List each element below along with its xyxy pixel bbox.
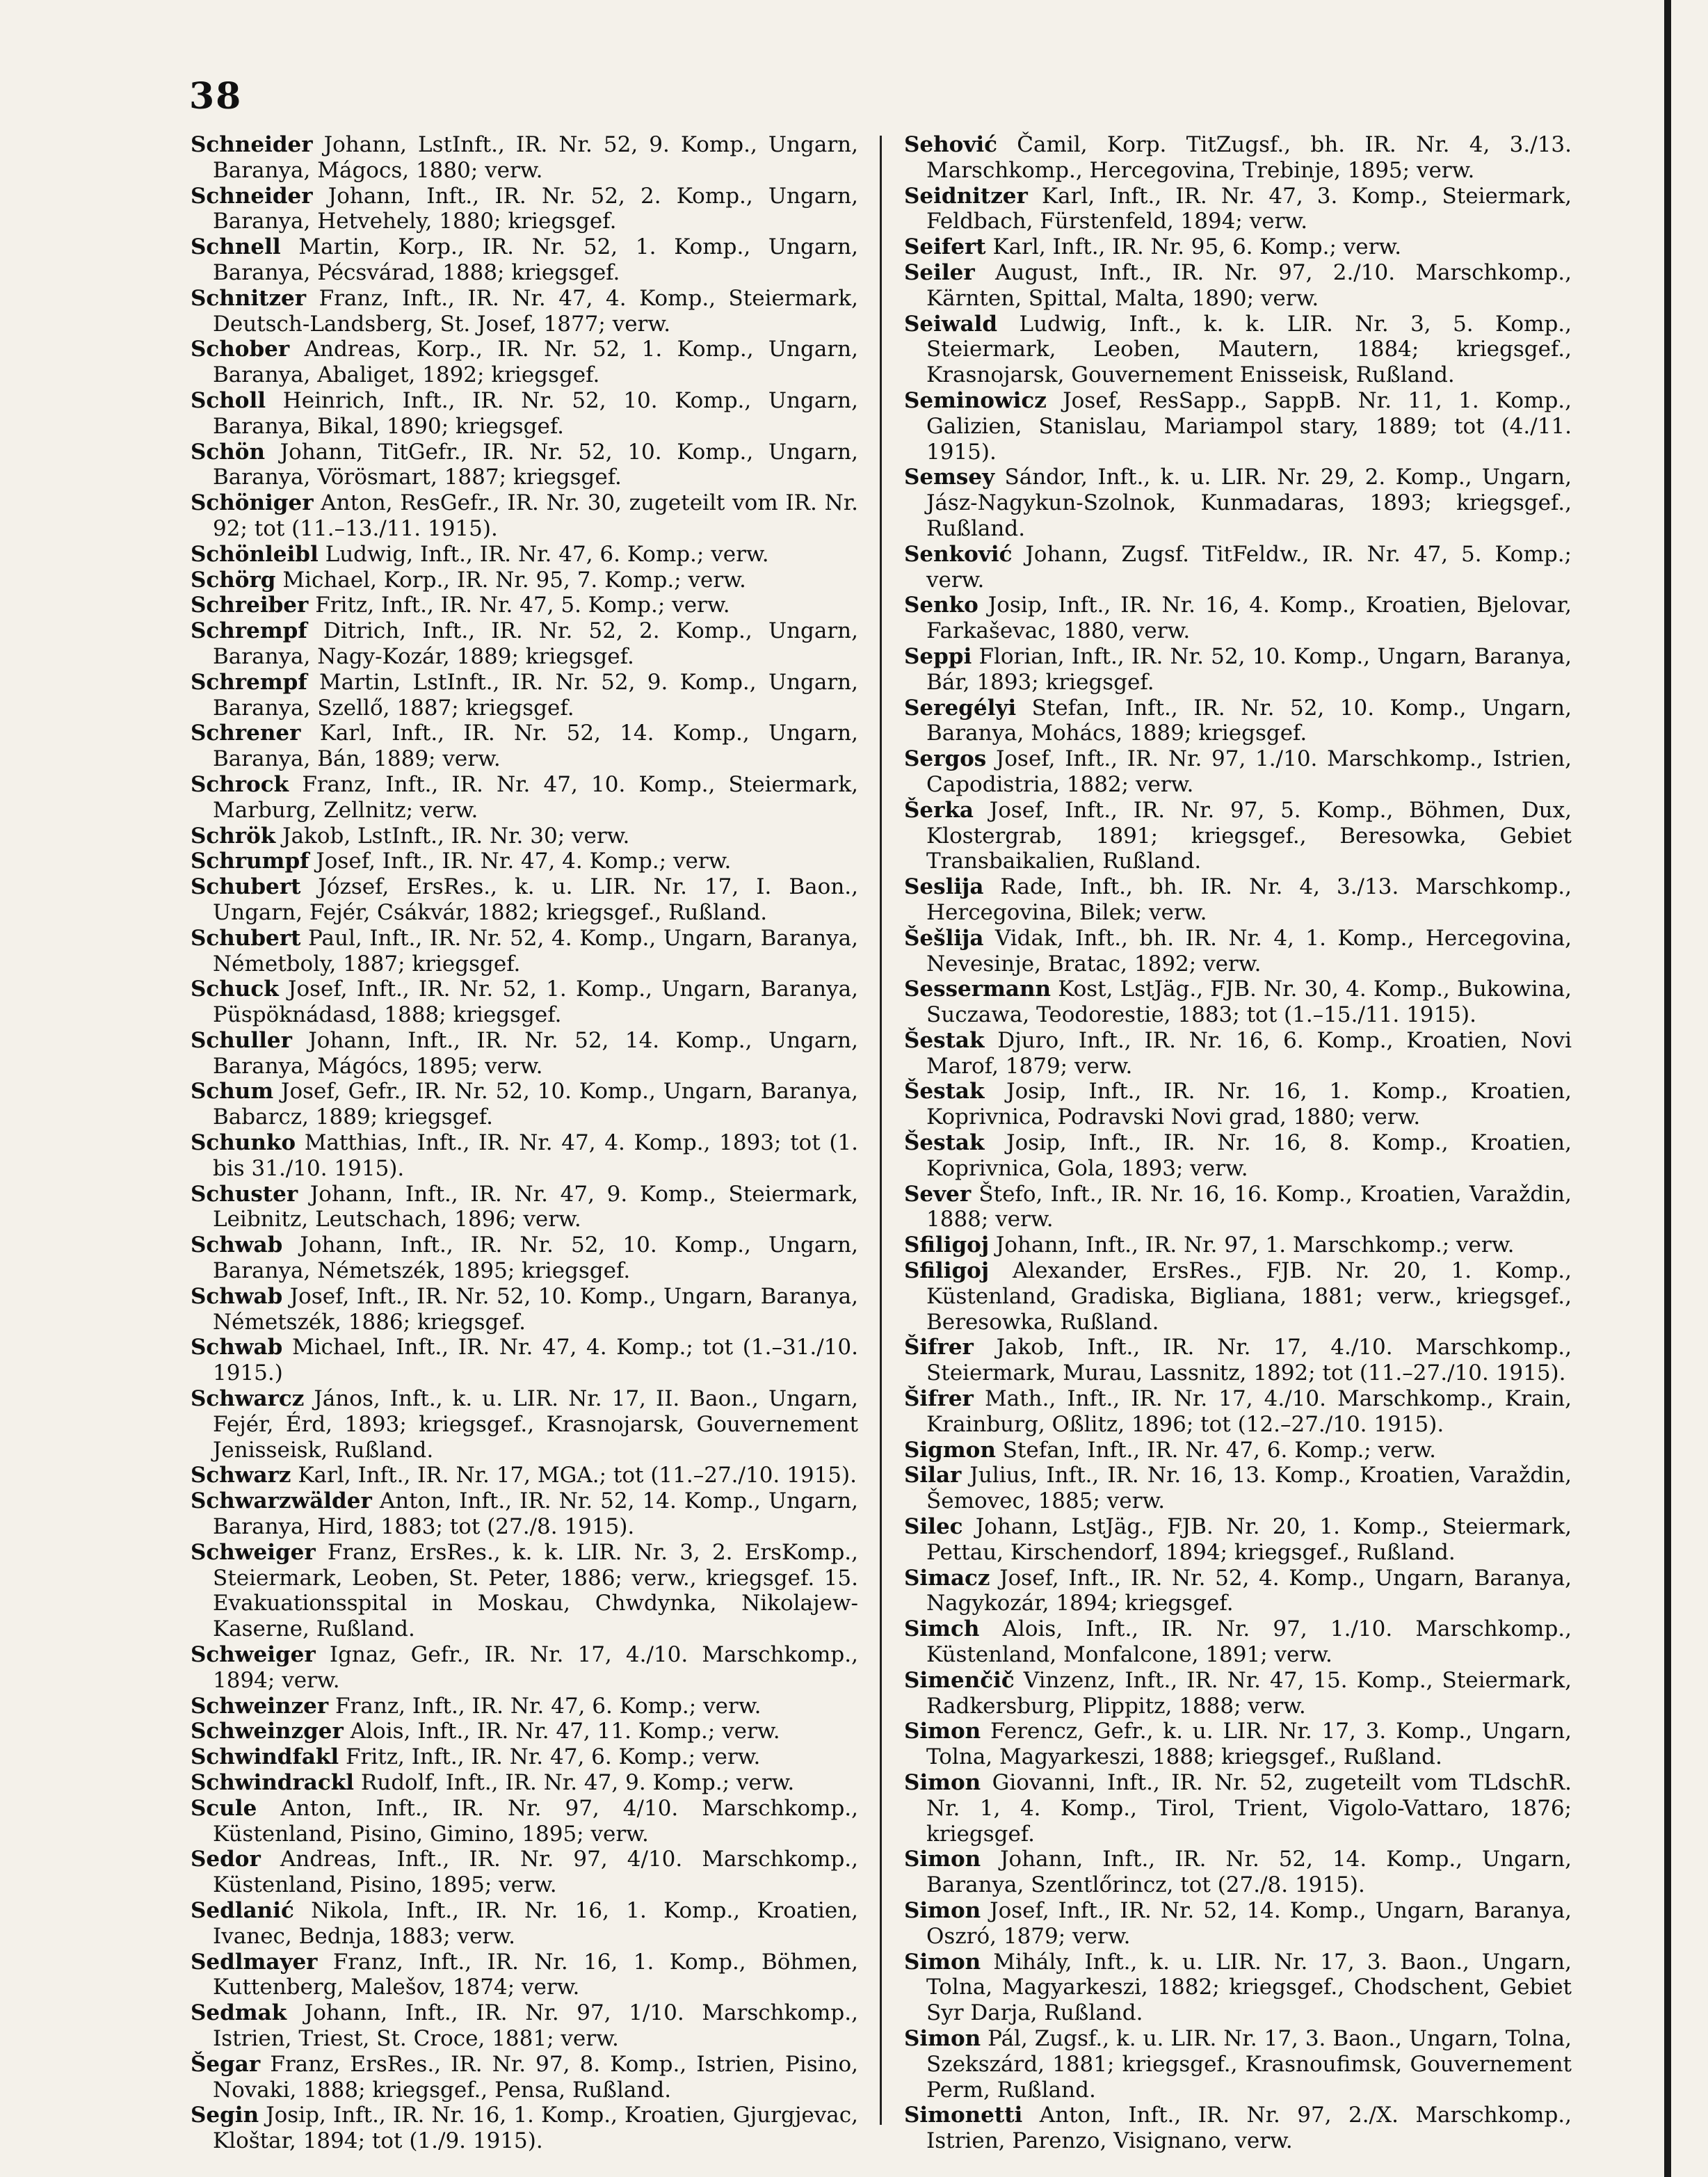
entry-surname: Schrempf bbox=[191, 618, 307, 644]
entry-surname: Schunko bbox=[191, 1130, 296, 1156]
entry-surname: Schrener bbox=[191, 721, 301, 746]
entry-surname: Schrök bbox=[191, 823, 276, 849]
register-entry bbox=[904, 696, 1572, 747]
entry-surname: Schwindfakl bbox=[191, 1744, 339, 1770]
register-entry bbox=[191, 1796, 858, 1847]
register-entry bbox=[904, 1258, 1572, 1335]
entry-surname: Schwindrackl bbox=[191, 1770, 355, 1795]
entry-surname: Schnell bbox=[191, 234, 281, 260]
entry-details: Vidak, Inft., bh. IR. Nr. 4, 1. Komp., Hercegovina, Nevesinje, Bratac, 1892; verw. bbox=[926, 925, 1572, 977]
entry-surname: Seslija bbox=[904, 874, 984, 900]
entry-details: Fritz, Inft., IR. Nr. 47, 6. Komp.; verw. bbox=[339, 1744, 761, 1770]
entry-details: Pál, Zugsf., k. u. LIR. Nr. 17, 3. Baon., Ungarn, Tolna, Szekszárd, 1881; kriegsgef., Krasnoufimsk, Gouvernement Perm, Rußland. bbox=[926, 2025, 1572, 2103]
entry-details: Mihály, Inft., k. u. LIR. Nr. 17, 3. Baon., Ungarn, Tolna, Magyarkeszi, 1882; kriegsgef., Chodschent, Gebiet Syr Darja, Rußland. bbox=[926, 1949, 1572, 2026]
register-entry bbox=[904, 1616, 1572, 1668]
register-entry bbox=[191, 132, 858, 184]
entry-details: Michael, Inft., IR. Nr. 47, 4. Komp.; tot (1.–31./10. 1915.) bbox=[213, 1335, 858, 1386]
register-entry bbox=[191, 874, 858, 926]
entry-details: Karl, Inft., IR. Nr. 95, 6. Komp.; verw. bbox=[985, 234, 1402, 260]
entry-details: Anton, ResGefr., IR. Nr. 30, zugeteilt vom IR. Nr. 92; tot (11.–13./11. 1915). bbox=[213, 490, 858, 541]
register-entry bbox=[191, 1898, 858, 1950]
register-entry bbox=[904, 1770, 1572, 1847]
register-entry bbox=[191, 772, 858, 824]
register-entry bbox=[904, 874, 1572, 926]
register-entry bbox=[191, 286, 858, 337]
entry-details: Johann, Inft., IR. Nr. 52, 14. Komp., Ungarn, Baranya, Mágócs, 1895; verw. bbox=[213, 1027, 858, 1079]
register-entry bbox=[191, 1847, 858, 1898]
register-entry bbox=[191, 670, 858, 721]
entry-surname: Sfiligoj bbox=[904, 1258, 990, 1284]
register-entry bbox=[191, 1744, 858, 1770]
entry-details: Josef, Inft., IR. Nr. 97, 1./10. Marschkomp., Istrien, Capodistria, 1882; verw. bbox=[926, 746, 1572, 797]
register-entry bbox=[904, 388, 1572, 465]
register-entry bbox=[191, 1540, 858, 1642]
entry-surname: Simon bbox=[904, 2025, 981, 2051]
entry-details: Jakob, Inft., IR. Nr. 17, 4./10. Marschkomp., Steiermark, Murau, Lassnitz, 1892; tot (11.–27./10. 1915). bbox=[926, 1335, 1572, 1386]
right-column bbox=[904, 132, 1572, 2154]
entry-details: Anton, Inft., IR. Nr. 52, 14. Komp., Ungarn, Baranya, Hird, 1883; tot (27./8. 1915). bbox=[213, 1488, 858, 1540]
entry-details: János, Inft., k. u. LIR. Nr. 17, II. Baon., Ungarn, Fejér, Érd, 1893; kriegsgef., Krasnojarsk, Gouvernement Jenisseisk, Rußland. bbox=[213, 1386, 858, 1463]
entry-surname: Schweinzer bbox=[191, 1693, 329, 1719]
register-entry bbox=[904, 1950, 1572, 2026]
entry-details: Djuro, Inft., IR. Nr. 16, 6. Komp., Kroatien, Novi Marof, 1879; verw. bbox=[926, 1027, 1572, 1079]
entry-details: Ludwig, Inft., k. k. LIR. Nr. 3, 5. Komp., Steiermark, Leoben, Mautern, 1884; kriegsgef., Krasnojarsk, Gouvernement Enisseisk, Rußland. bbox=[926, 311, 1572, 388]
entry-details: Čamil, Korp. TitZugsf., bh. IR. Nr. 4, 3./13. Marschkomp., Hercegovina, Trebinje, 1895; verw. bbox=[926, 132, 1572, 183]
register-entry bbox=[904, 260, 1572, 312]
entry-details: Anton, Inft., IR. Nr. 97, 2./X. Marschkomp., Istrien, Parenzo, Visignano, verw. bbox=[926, 2103, 1572, 2154]
entry-surname: Šifrer bbox=[904, 1335, 974, 1360]
register-entry bbox=[191, 1335, 858, 1386]
entry-surname: Sigmon bbox=[904, 1437, 996, 1463]
entry-details: Ludwig, Inft., IR. Nr. 47, 6. Komp.; verw. bbox=[318, 541, 769, 567]
register-entry bbox=[191, 977, 858, 1028]
entry-surname: Silar bbox=[904, 1463, 962, 1488]
entry-surname: Schuster bbox=[191, 1181, 298, 1207]
register-entry bbox=[904, 1232, 1572, 1258]
entry-surname: Sedlanić bbox=[191, 1897, 294, 1923]
entry-surname: Simon bbox=[904, 1847, 981, 1872]
register-entry bbox=[191, 593, 858, 618]
entry-details: Giovanni, Inft., IR. Nr. 52, zugeteilt vom TLdschR. Nr. 1, 4. Komp., Tirol, Trient, Vigolo-Vattaro, 1876; kriegsgef. bbox=[926, 1770, 1572, 1847]
entry-surname: Schubert bbox=[191, 925, 301, 951]
register-entry bbox=[904, 1898, 1572, 1950]
register-entry bbox=[904, 184, 1572, 235]
entry-surname: Schubert bbox=[191, 874, 301, 900]
register-entry bbox=[191, 1770, 858, 1796]
entry-surname: Schrock bbox=[191, 771, 289, 797]
entry-surname: Sergos bbox=[904, 746, 987, 772]
entry-details: Franz, Inft., IR. Nr. 47, 4. Komp., Steiermark, Deutsch-Landsberg, St. Josef, 1877; verw. bbox=[213, 285, 858, 337]
register-entry bbox=[191, 440, 858, 491]
entry-details: Franz, ErsRes., IR. Nr. 97, 8. Komp., Istrien, Pisino, Novaki, 1888; kriegsgef., Pensa, Rußland. bbox=[213, 2051, 858, 2103]
entry-surname: Semsey bbox=[904, 465, 995, 490]
entry-surname: Sedmak bbox=[191, 2000, 287, 2026]
register-entry bbox=[904, 465, 1572, 541]
entry-details: Martin, LstInft., IR. Nr. 52, 9. Komp., Ungarn, Baranya, Szellő, 1887; kriegsgef. bbox=[213, 669, 858, 721]
entry-details: Josef, Inft., IR. Nr. 97, 5. Komp., Böhmen, Dux, Klostergrab, 1891; kriegsgef., Beresowka, Gebiet Transbaikalien, Rußland. bbox=[926, 797, 1572, 874]
register-entry bbox=[904, 312, 1572, 388]
entry-details: Josef, Gefr., IR. Nr. 52, 10. Komp., Ungarn, Baranya, Babarcz, 1889; kriegsgef. bbox=[213, 1079, 858, 1130]
register-entry bbox=[904, 1079, 1572, 1130]
entry-surname: Simenčič bbox=[904, 1667, 1015, 1693]
entry-details: Kost, LstJäg., FJB. Nr. 30, 4. Komp., Bukowina, Suczawa, Teodorestie, 1883; tot (1.–15./11. 1915). bbox=[926, 977, 1572, 1028]
entry-details: Julius, Inft., IR. Nr. 16, 13. Komp., Kroatien, Varaždin, Šemovec, 1885; verw. bbox=[926, 1463, 1572, 1514]
entry-surname: Seppi bbox=[904, 643, 972, 669]
register-entry bbox=[904, 1386, 1572, 1438]
register-entry bbox=[904, 542, 1572, 593]
entry-details: Ignaz, Gefr., IR. Nr. 17, 4./10. Marschkomp., 1894; verw. bbox=[213, 1642, 858, 1693]
entry-surname: Simon bbox=[904, 1897, 981, 1923]
entry-surname: Seregélyi bbox=[904, 695, 1017, 721]
entry-surname: Schuck bbox=[191, 977, 279, 1002]
register-entry bbox=[191, 337, 858, 388]
entry-details: Štefo, Inft., IR. Nr. 16, 16. Komp., Kroatien, Varaždin, 1888; verw. bbox=[926, 1181, 1572, 1232]
entry-surname: Scule bbox=[191, 1795, 257, 1821]
register-entry bbox=[904, 2026, 1572, 2103]
entry-details: Andreas, Inft., IR. Nr. 97, 4/10. Marschkomp., Küstenland, Pisino, 1895; verw. bbox=[213, 1847, 858, 1898]
entry-surname: Schwarcz bbox=[191, 1386, 305, 1412]
entry-details: Ditrich, Inft., IR. Nr. 52, 2. Komp., Ungarn, Baranya, Nagy-Kozár, 1889; kriegsgef. bbox=[213, 618, 858, 669]
register-entry bbox=[904, 1182, 1572, 1233]
entry-details: Karl, Inft., IR. Nr. 52, 14. Komp., Ungarn, Baranya, Bán, 1889; verw. bbox=[213, 721, 858, 772]
entry-details: Josef, Inft., IR. Nr. 52, 14. Komp., Ungarn, Baranya, Oszró, 1879; verw. bbox=[926, 1897, 1572, 1949]
entry-details: Johann, LstInft., IR. Nr. 52, 9. Komp., Ungarn, Baranya, Mágocs, 1880; verw. bbox=[213, 132, 858, 183]
entry-details: Heinrich, Inft., IR. Nr. 52, 10. Komp., Ungarn, Baranya, Bikal, 1890; kriegsgef. bbox=[213, 387, 858, 439]
entry-surname: Seiwald bbox=[904, 311, 998, 337]
entry-surname: Seiler bbox=[904, 259, 975, 285]
register-entry bbox=[904, 1335, 1572, 1386]
register-entry bbox=[904, 1514, 1572, 1566]
entry-surname: Šešlija bbox=[904, 925, 984, 951]
entry-surname: Simon bbox=[904, 1770, 981, 1795]
register-entry bbox=[904, 1847, 1572, 1898]
entry-surname: Schum bbox=[191, 1079, 274, 1104]
register-entry bbox=[191, 184, 858, 235]
column-divider bbox=[880, 136, 882, 2125]
entry-details: Franz, Inft., IR. Nr. 47, 10. Komp., Steiermark, Marburg, Zellnitz; verw. bbox=[213, 771, 858, 823]
entry-details: Johann, Inft., IR. Nr. 52, 14. Komp., Ungarn, Baranya, Szentlőrincz, tot (27./8. 1915). bbox=[926, 1847, 1572, 1898]
entry-details: Rade, Inft., bh. IR. Nr. 4, 3./13. Marschkomp., Hercegovina, Bilek; verw. bbox=[926, 874, 1572, 925]
register-entry bbox=[904, 234, 1572, 260]
entry-surname: Schwab bbox=[191, 1335, 283, 1360]
entry-surname: Šifrer bbox=[904, 1386, 974, 1412]
entry-details: Johann, LstJäg., FJB. Nr. 20, 1. Komp., Steiermark, Pettau, Kirschendorf, 1894; kriegsgef., Rußland. bbox=[926, 1514, 1572, 1565]
entry-surname: Schöniger bbox=[191, 490, 314, 516]
entry-surname: Šestak bbox=[904, 1130, 985, 1156]
entry-details: August, Inft., IR. Nr. 97, 2./10. Marschkomp., Kärnten, Spittal, Malta, 1890; verw. bbox=[926, 259, 1572, 311]
entry-surname: Schörg bbox=[191, 567, 276, 593]
entry-surname: Scholl bbox=[191, 387, 266, 413]
entry-details: Johann, Inft., IR. Nr. 97, 1. Marschkomp.; verw. bbox=[989, 1232, 1515, 1258]
entry-details: Franz, Inft., IR. Nr. 16, 1. Komp., Böhmen, Kuttenberg, Malešov, 1874; verw. bbox=[213, 1949, 858, 2000]
register-entry bbox=[191, 1950, 858, 2001]
register-entry bbox=[191, 1284, 858, 1335]
entry-surname: Schweiger bbox=[191, 1539, 316, 1565]
entry-details: Matthias, Inft., IR. Nr. 47, 4. Komp., 1893; tot (1. bis 31./10. 1915). bbox=[213, 1130, 858, 1181]
entry-surname: Seminowicz bbox=[904, 387, 1047, 413]
register-entry bbox=[191, 926, 858, 977]
entry-surname: Schwab bbox=[191, 1232, 283, 1258]
register-entry bbox=[191, 618, 858, 670]
register-entry bbox=[904, 644, 1572, 696]
entry-details: Alois, Inft., IR. Nr. 47, 11. Komp.; verw. bbox=[343, 1719, 780, 1744]
page-edge bbox=[1664, 0, 1671, 2177]
entry-surname: Šegar bbox=[191, 2051, 261, 2077]
register-entry bbox=[191, 1488, 858, 1540]
register-entry bbox=[191, 1642, 858, 1694]
entry-details: Franz, Inft., IR. Nr. 47, 6. Komp.; verw. bbox=[328, 1693, 762, 1719]
entry-details: Michael, Korp., IR. Nr. 95, 7. Komp.; verw. bbox=[275, 567, 746, 593]
entry-surname: Simon bbox=[904, 1719, 981, 1744]
entry-surname: Simon bbox=[904, 1949, 981, 1975]
entry-details: Johann, Inft., IR. Nr. 52, 2. Komp., Ungarn, Baranya, Hetvehely, 1880; kriegsgef. bbox=[213, 183, 858, 234]
entry-surname: Schweinzger bbox=[191, 1719, 344, 1744]
register-entry bbox=[191, 1028, 858, 1079]
entry-details: Stefan, Inft., IR. Nr. 52, 10. Komp., Ungarn, Baranya, Mohács, 1889; kriegsgef. bbox=[926, 695, 1572, 746]
register-entry bbox=[191, 2052, 858, 2103]
entry-details: Josef, Inft., IR. Nr. 52, 1. Komp., Ungarn, Baranya, Püspöknádasd, 1888; kriegsgef. bbox=[213, 977, 858, 1028]
entry-details: Math., Inft., IR. Nr. 17, 4./10. Marschkomp., Krain, Krainburg, Oßlitz, 1896; tot (12.–27./10. 1915). bbox=[926, 1386, 1572, 1437]
entry-details: Vinzenz, Inft., IR. Nr. 47, 15. Komp., Steiermark, Radkersburg, Plippitz, 1888; verw. bbox=[926, 1667, 1572, 1719]
entry-surname: Sehović bbox=[904, 132, 997, 157]
register-entry bbox=[904, 746, 1572, 798]
entry-surname: Schweiger bbox=[191, 1642, 316, 1668]
entry-surname: Senković bbox=[904, 541, 1013, 567]
register-entry bbox=[904, 1566, 1572, 1617]
entry-details: Karl, Inft., IR. Nr. 47, 3. Komp., Steiermark, Feldbach, Fürstenfeld, 1894; verw. bbox=[926, 183, 1572, 234]
entry-surname: Silec bbox=[904, 1514, 963, 1540]
register-entry bbox=[904, 593, 1572, 644]
left-column bbox=[191, 132, 858, 2154]
register-entry bbox=[191, 721, 858, 772]
entry-details: Paul, Inft., IR. Nr. 52, 4. Komp., Ungarn, Baranya, Németboly, 1887; kriegsgef. bbox=[213, 925, 858, 977]
entry-surname: Senko bbox=[904, 593, 978, 618]
entry-details: Josip, Inft., IR. Nr. 16, 4. Komp., Kroatien, Bjelovar, Farkaševac, 1880, verw. bbox=[926, 593, 1572, 644]
register-entry bbox=[191, 1386, 858, 1463]
entry-details: Ferencz, Gefr., k. u. LIR. Nr. 17, 3. Komp., Ungarn, Tolna, Magyarkeszi, 1888; kriegsgef., Rußland. bbox=[926, 1719, 1572, 1770]
entry-surname: Schnitzer bbox=[191, 285, 307, 311]
entry-details: Rudolf, Inft., IR. Nr. 47, 9. Komp.; verw. bbox=[354, 1770, 795, 1795]
entry-surname: Seifert bbox=[904, 234, 986, 260]
entry-surname: Sever bbox=[904, 1181, 972, 1207]
register-entry bbox=[191, 1463, 858, 1488]
entry-surname: Schneider bbox=[191, 132, 313, 157]
entry-details: Johann, Inft., IR. Nr. 47, 9. Komp., Steiermark, Leibnitz, Leutschach, 1896; verw. bbox=[213, 1181, 858, 1232]
entry-surname: Šestak bbox=[904, 1079, 985, 1104]
entry-surname: Simch bbox=[904, 1616, 980, 1642]
entry-surname: Schreiber bbox=[191, 593, 309, 618]
register-entry bbox=[191, 490, 858, 542]
entry-details: Josip, Inft., IR. Nr. 16, 8. Komp., Kroatien, Koprivnica, Gola, 1893; verw. bbox=[926, 1130, 1572, 1181]
entry-surname: Sfiligoj bbox=[904, 1232, 990, 1258]
entry-surname: Sessermann bbox=[904, 977, 1052, 1002]
entry-details: Johann, Inft., IR. Nr. 97, 1/10. Marschkomp., Istrien, Triest, St. Croce, 1881; verw. bbox=[213, 2000, 858, 2051]
register-entry bbox=[904, 977, 1572, 1028]
entry-details: Stefan, Inft., IR. Nr. 47, 6. Komp.; verw. bbox=[995, 1437, 1436, 1463]
entry-surname: Schwarz bbox=[191, 1463, 291, 1488]
register-entry bbox=[191, 1719, 858, 1744]
entry-surname: Šestak bbox=[904, 1027, 985, 1053]
entry-surname: Sedlmayer bbox=[191, 1949, 318, 1975]
entry-details: Andreas, Korp., IR. Nr. 52, 1. Komp., Ungarn, Baranya, Abaliget, 1892; kriegsgef. bbox=[213, 337, 858, 388]
entry-details: Josef, ResSapp., SappB. Nr. 11, 1. Komp., Galizien, Stanislau, Mariampol stary, 1889; tot (4./11. 1915). bbox=[926, 387, 1572, 465]
register-entry bbox=[904, 1668, 1572, 1719]
entry-details: Franz, ErsRes., k. k. LIR. Nr. 3, 2. ErsKomp., Steiermark, Leoben, St. Peter, 1886; verw., kriegsgef. 15. Evakuationsspital in Moskau, Chwdynka, Nikolajew-Kaserne, Rußland. bbox=[213, 1539, 858, 1642]
entry-surname: Segin bbox=[191, 2103, 259, 2128]
entry-details: Martin, Korp., IR. Nr. 52, 1. Komp., Ungarn, Baranya, Pécsvárad, 1888; kriegsgef. bbox=[213, 234, 858, 285]
entry-details: Johann, Inft., IR. Nr. 52, 10. Komp., Ungarn, Baranya, Németszék, 1895; kriegsgef. bbox=[213, 1232, 858, 1284]
register-entry bbox=[191, 1130, 858, 1182]
entry-details: Josef, Inft., IR. Nr. 47, 4. Komp.; verw. bbox=[309, 849, 732, 874]
register-entry bbox=[191, 2000, 858, 2052]
register-entry bbox=[904, 2103, 1572, 2154]
entry-surname: Schwab bbox=[191, 1283, 283, 1309]
entry-surname: Schneider bbox=[191, 183, 313, 209]
entry-surname: Sedor bbox=[191, 1847, 261, 1872]
entry-surname: Schwarzwälder bbox=[191, 1488, 372, 1514]
entry-details: Fritz, Inft., IR. Nr. 47, 5. Komp.; verw. bbox=[308, 593, 730, 618]
register-entry bbox=[904, 1438, 1572, 1463]
entry-surname: Simacz bbox=[904, 1565, 990, 1591]
entry-details: Alexander, ErsRes., FJB. Nr. 20, 1. Komp., Küstenland, Gradiska, Bigliana, 1881; verw., kriegsgef., Beresowka, Rußland. bbox=[926, 1258, 1572, 1335]
register-entry bbox=[904, 1130, 1572, 1182]
entry-surname: Simonetti bbox=[904, 2103, 1023, 2128]
entry-details: Johann, TitGefr., IR. Nr. 52, 10. Komp., Ungarn, Baranya, Vörösmart, 1887; kriegsgef. bbox=[213, 439, 858, 490]
entry-surname: Schön bbox=[191, 439, 266, 465]
register-entry bbox=[191, 2103, 858, 2154]
register-entry bbox=[904, 1463, 1572, 1514]
entry-details: Johann, Zugsf. TitFeldw., IR. Nr. 47, 5. Komp.; verw. bbox=[926, 541, 1572, 593]
entry-details: Sándor, Inft., k. u. LIR. Nr. 29, 2. Komp., Ungarn, Jász-Nagykun-Szolnok, Kunmadaras, 1893; kriegsgef., Rußland. bbox=[926, 465, 1572, 541]
register-entry bbox=[191, 824, 858, 849]
register-entry bbox=[191, 542, 858, 568]
entry-details: Josef, Inft., IR. Nr. 52, 10. Komp., Ungarn, Baranya, Németszék, 1886; kriegsgef. bbox=[213, 1283, 858, 1335]
entry-details: Jakob, LstInft., IR. Nr. 30; verw. bbox=[275, 823, 630, 849]
entry-details: Josip, Inft., IR. Nr. 16, 1. Komp., Kroatien, Gjurgjevac, Kloštar, 1894; tot (1./9. 1915). bbox=[213, 2103, 858, 2154]
entry-details: Nikola, Inft., IR. Nr. 16, 1. Komp., Kroatien, Ivanec, Bednja, 1883; verw. bbox=[213, 1897, 858, 1949]
page-number: 38 bbox=[189, 75, 243, 118]
entry-surname: Schober bbox=[191, 337, 290, 362]
entry-details: Florian, Inft., IR. Nr. 52, 10. Komp., Ungarn, Baranya, Bár, 1893; kriegsgef. bbox=[926, 643, 1572, 695]
register-entry bbox=[904, 1719, 1572, 1770]
register-entry bbox=[904, 926, 1572, 977]
register-entry bbox=[191, 1232, 858, 1284]
register-entry bbox=[904, 798, 1572, 874]
entry-details: Alois, Inft., IR. Nr. 97, 1./10. Marschkomp., Küstenland, Monfalcone, 1891; verw. bbox=[926, 1616, 1572, 1668]
register-entry bbox=[191, 234, 858, 286]
entry-surname: Schuller bbox=[191, 1027, 292, 1053]
register-entry bbox=[191, 1079, 858, 1130]
entry-surname: Seidnitzer bbox=[904, 183, 1028, 209]
entry-details: József, ErsRes., k. u. LIR. Nr. 17, I. Baon., Ungarn, Fejér, Csákvár, 1882; kriegsgef., Rußland. bbox=[213, 874, 858, 925]
register-entry bbox=[191, 568, 858, 593]
entry-surname: Schrumpf bbox=[191, 849, 309, 874]
register-entry bbox=[191, 1182, 858, 1233]
entry-details: Josef, Inft., IR. Nr. 52, 4. Komp., Ungarn, Baranya, Nagykozár, 1894; kriegsgef. bbox=[926, 1565, 1572, 1616]
entry-surname: Schrempf bbox=[191, 669, 307, 695]
register-entry bbox=[191, 849, 858, 874]
entry-surname: Šerka bbox=[904, 797, 974, 823]
entry-surname: Schönleibl bbox=[191, 541, 319, 567]
register-entry bbox=[191, 1694, 858, 1719]
register-entry bbox=[904, 132, 1572, 184]
register-entry bbox=[191, 388, 858, 440]
entry-details: Karl, Inft., IR. Nr. 17, MGA.; tot (11.–27./10. 1915). bbox=[291, 1463, 857, 1488]
register-entry bbox=[904, 1028, 1572, 1079]
entry-details: Josip, Inft., IR. Nr. 16, 1. Komp., Kroatien, Koprivnica, Podravski Novi grad, 1880; verw. bbox=[926, 1079, 1572, 1130]
entry-details: Anton, Inft., IR. Nr. 97, 4/10. Marschkomp., Küstenland, Pisino, Gimino, 1895; verw. bbox=[213, 1795, 858, 1847]
